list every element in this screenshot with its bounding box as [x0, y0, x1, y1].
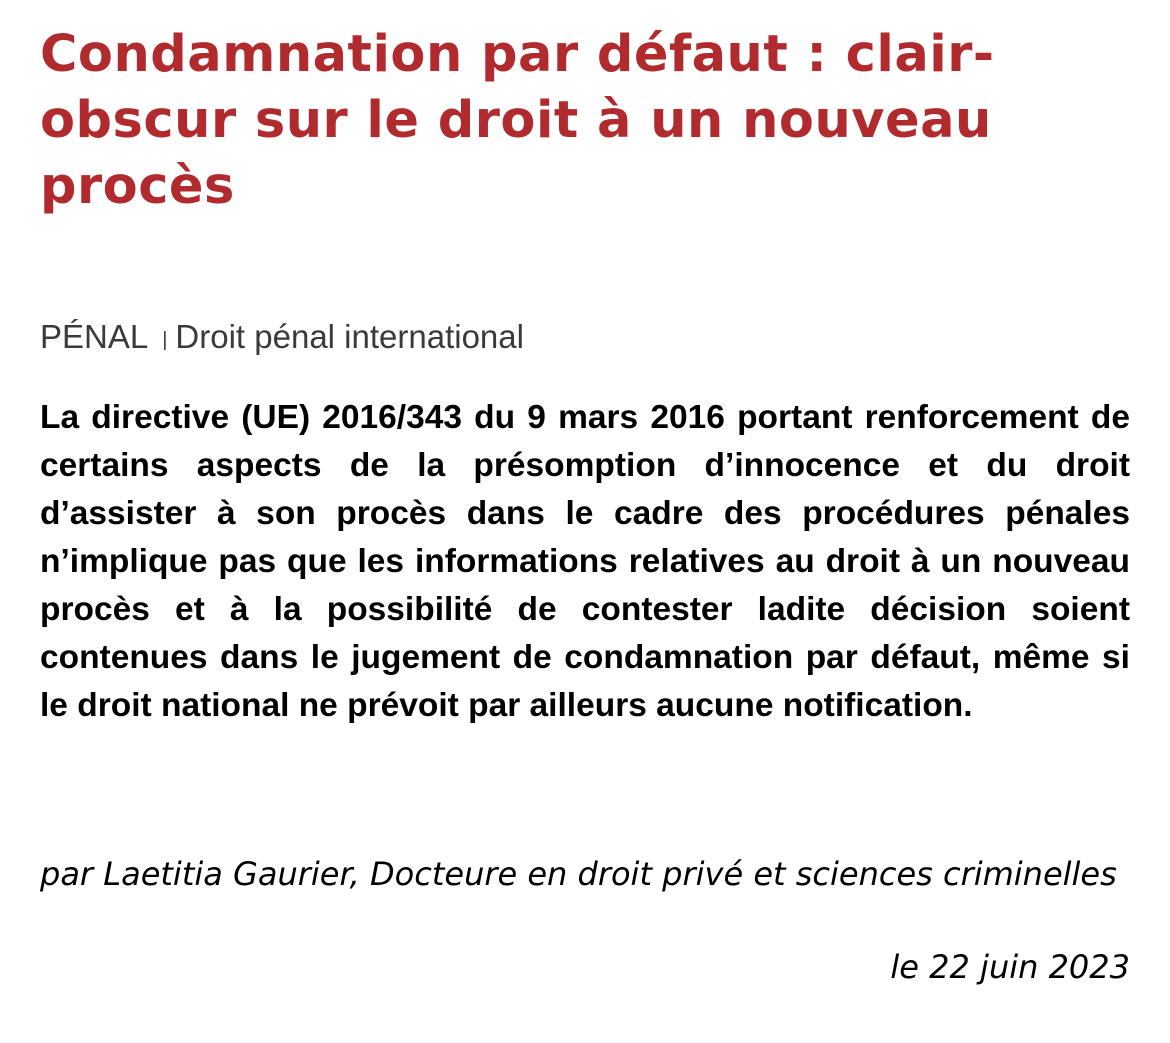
article-title[interactable]: Condamnation par défaut : clair-obscur sur le droit à un nouveau procès	[40, 25, 995, 216]
article-summary: La directive (UE) 2016/343 du 9 mars 2016 portant renforcement de certains aspects de la présomption d’innocence et du droit d’assister à son procès dans le cadre des procédures pénales n’implique pas que les informations relatives au droit à un nouveau procès et à la possibilité de contester ladite décision soient contenues dans le jugement de condamnation par défaut, même si le droit national ne prévoit par ailleurs aucune notification.	[40, 399, 1130, 724]
rubric-subcategory[interactable]: Droit pénal international	[175, 318, 524, 355]
article-date: le 22 juin 2023	[890, 948, 1130, 986]
rubric	[40, 318, 524, 356]
article	[40, 22, 1130, 986]
article-byline: par Laetitia Gaurier, Docteure en droit privé et sciences criminelles	[40, 855, 1117, 893]
rubric-separator: |	[162, 329, 168, 351]
rubric-category[interactable]: PÉNAL	[40, 318, 149, 355]
